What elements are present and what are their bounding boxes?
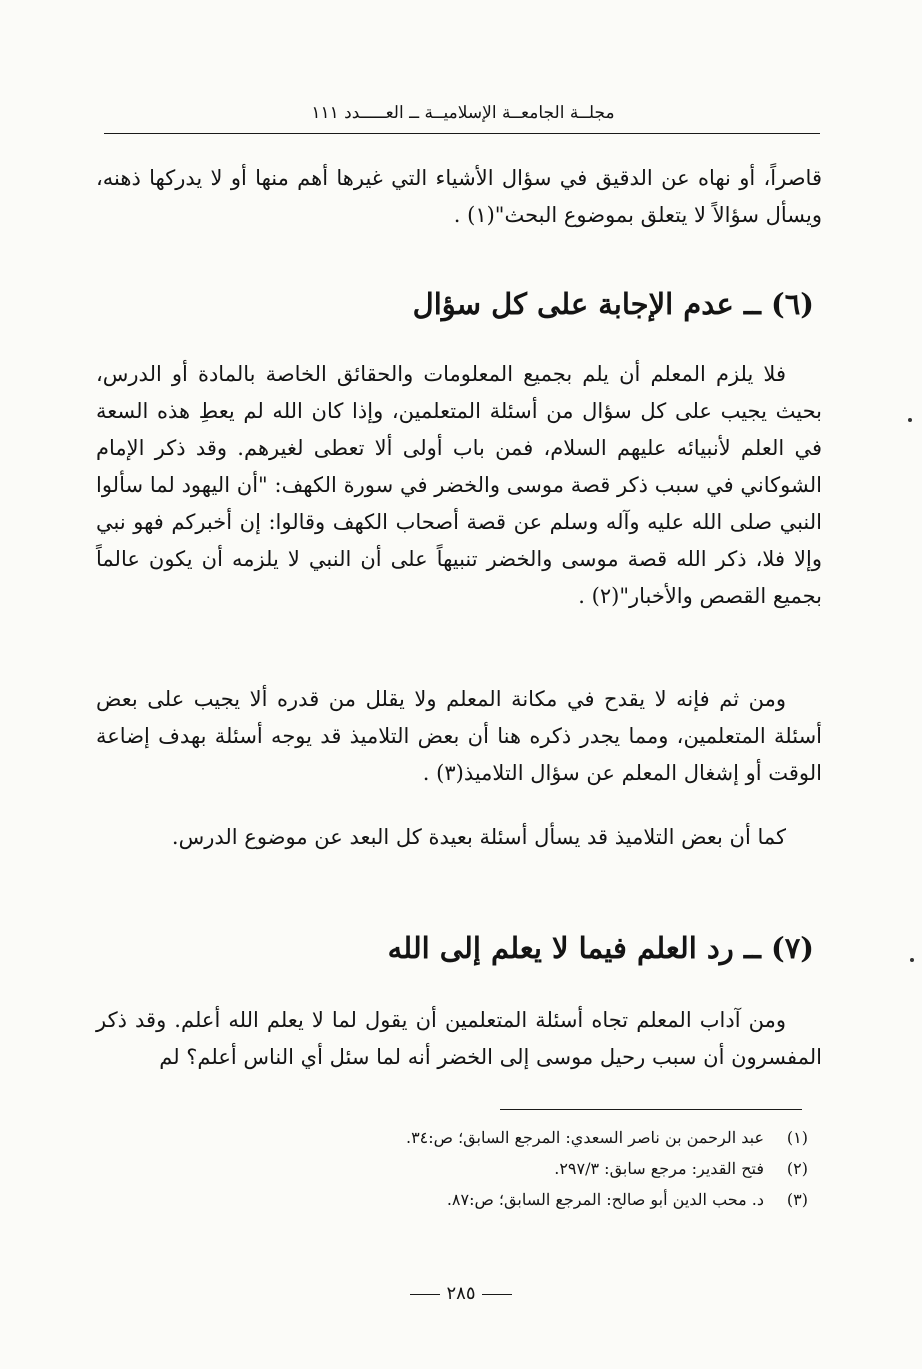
paragraph-text: قاصراً، أو نهاه عن الدقيق في سؤال الأشياء التي غيرها أهم منها أو لا يدركها ذهنه، ويسأل سؤالاً لا يتعلق بموضوع البحث"(١) . [96,166,822,227]
paragraph-section-7 [96,1002,822,1076]
footnote-number: (٣) [786,1190,808,1209]
page-number-dash [410,1294,440,1295]
section-heading-7: (٧) ــ رد العلم فيما لا يعلم إلى الله [387,931,814,965]
footnote-3 [260,1184,808,1215]
footnote-number: (١) [786,1128,808,1147]
paragraph-teacher-standing [96,681,822,792]
scan-speck [910,958,914,962]
paragraph-section-6 [96,356,822,615]
page-number-value: ٢٨٥ [446,1283,476,1304]
header-rule [104,133,820,134]
footnote-2 [260,1153,808,1184]
running-header: مجلــة الجامعــة الإسلاميــة ــ العـــــدد ١١١ [311,103,615,123]
footnotes [260,1122,808,1215]
paragraph-text: كما أن بعض التلاميذ قد يسأل أسئلة بعيدة كل البعد عن موضوع الدرس. [171,825,786,849]
footnote-1 [260,1122,808,1153]
paragraph-text: فلا يلزم المعلم أن يلم بجميع المعلومات والحقائق الخاصة بالمادة أو الدرس، بحيث يجيب على كل سؤال من أسئلة المتعلمين، وإذا كان الله لم يعطِ هذه السعة في العلم لأنبيائه عليهم السلام، فمن باب أولى ألا تعطى لغيرهم. وقد ذكر الإمام الشوكاني في سبب ذكر قصة موسى والخضر في سورة الكهف: "أن اليهود لما سألوا النبي صلى الله عليه وآله وسلم عن قصة أصحاب الكهف وقالوا: إن أخبركم فهو نبي وإلا فلا، ذكر الله قصة موسى والخضر تنبيهاً على أن النبي لا يلزمه أن يكون عالماً بجميع القصص والأخبار"(٢) . [96,362,822,608]
section-heading-6: (٦) ــ عدم الإجابة على كل سؤال [412,287,814,321]
paragraph-off-topic-questions [96,819,822,856]
paragraph-text: ومن ثم فإنه لا يقدح في مكانة المعلم ولا يقلل من قدره ألا يجيب على بعض أسئلة المتعلمين، ومما يجدر ذكره هنا أن بعض التلاميذ قد يوجه أسئلة بهدف إضاعة الوقت أو إشغال المعلم عن سؤال التلاميذ(٣) . [96,687,822,785]
footnote-text: عبد الرحمن بن ناصر السعدي: المرجع السابق؛ ص:٣٤. [405,1128,764,1147]
footnote-number: (٢) [786,1159,808,1178]
footnote-text: فتح القدير: مرجع سابق: ٢٩٧/٣. [554,1159,764,1178]
paragraph-continuation [96,160,822,234]
page-number-dash [482,1294,512,1295]
paragraph-text: ومن آداب المعلم تجاه أسئلة المتعلمين أن يقول لما لا يعلم الله أعلم. وقد ذكر المفسرون أن سبب رحيل موسى إلى الخضر أنه لما سئل أي الناس أعلم؟ لم [96,1008,822,1069]
footnote-text: د. محب الدين أبو صالح: المرجع السابق؛ ص:٨٧. [446,1190,764,1209]
scan-speck [908,418,912,422]
page-number [361,1281,561,1307]
footnote-separator [500,1109,802,1110]
